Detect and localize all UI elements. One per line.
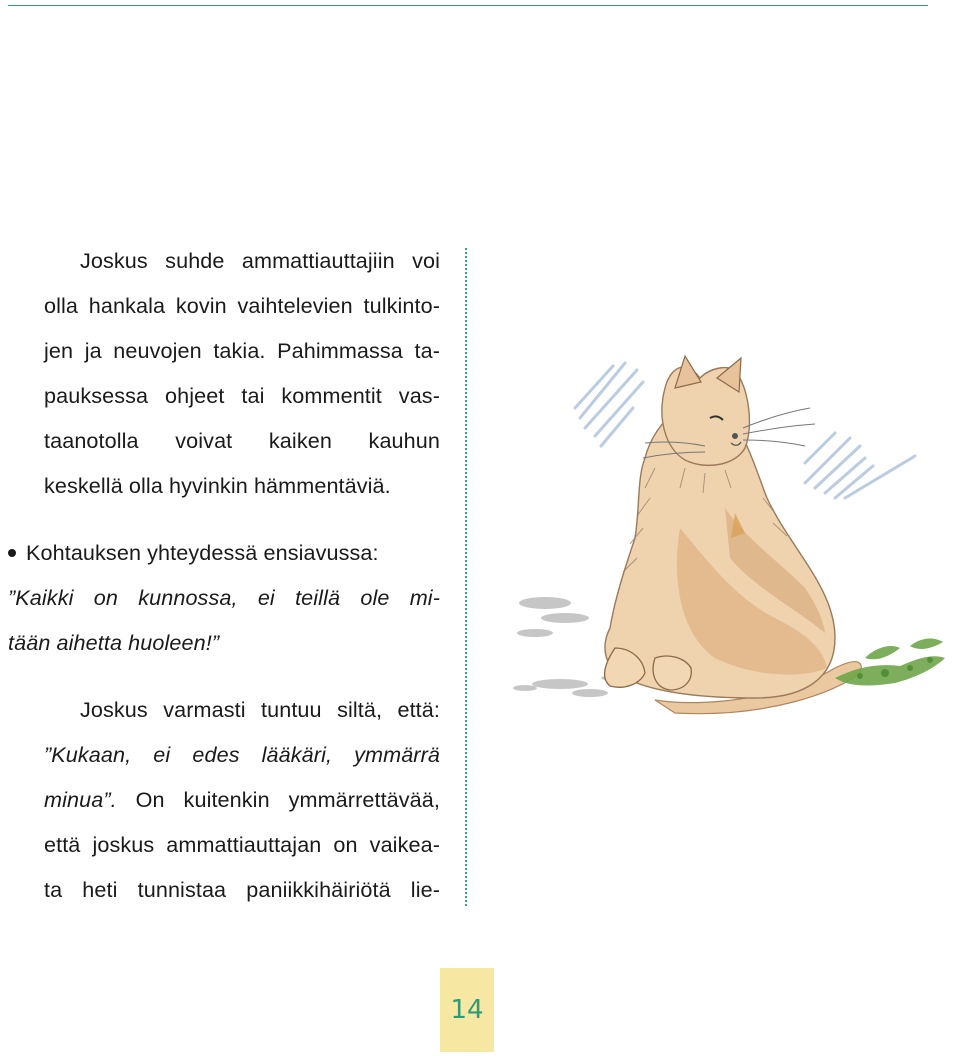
text-line: olla hankala kovin vaihtelevien tulkinto-: [44, 293, 440, 318]
top-rule: [8, 5, 928, 6]
text-line: Joskus suhde ammattiauttajiin voi: [80, 248, 440, 273]
text-line: taanotolla voivat kaiken kauhun: [44, 428, 440, 453]
page-number-text: 14: [450, 995, 484, 1025]
text-column: [8, 238, 440, 912]
cat-icon: [505, 348, 955, 723]
bullet-lead-text: Kohtauksen yhteydessä ensiavussa:: [26, 540, 379, 565]
quote-line: tään aihetta huoleen!”: [8, 630, 220, 655]
quote-end-text: minua”.: [44, 787, 117, 812]
text-line: että joskus ammattiauttajan on vaikea-: [44, 832, 440, 857]
text-line-mixed: [8, 777, 440, 822]
text-line: ta heti tunnistaa paniikkihäiriötä lie-: [44, 877, 440, 902]
bullet-paragraph: [8, 530, 440, 665]
bullet-icon: [8, 549, 16, 557]
dotted-divider: [465, 248, 467, 906]
text-line: Joskus varmasti tuntuu siltä, että:: [80, 697, 440, 722]
paragraph-1: [8, 238, 440, 508]
text-line: keskellä olla hyvinkin hämmentäviä.: [44, 473, 391, 498]
paragraph-3: [8, 687, 440, 912]
text-line: jen ja neuvojen takia. Pahimmassa ta-: [44, 338, 440, 363]
text-line: pauksessa ohjeet tai kommentit vas-: [44, 383, 440, 408]
bullet-line: [8, 530, 440, 575]
cat-illustration: [505, 348, 955, 723]
quote-line: ”Kukaan, ei edes lääkäri, ymmärrä: [44, 742, 440, 767]
quote-line: ”Kaikki on kunnossa, ei teillä ole mi-: [8, 585, 440, 610]
page-number: [440, 968, 494, 1052]
text-fragment: On kuitenkin ymmärrettävää,: [116, 787, 440, 812]
